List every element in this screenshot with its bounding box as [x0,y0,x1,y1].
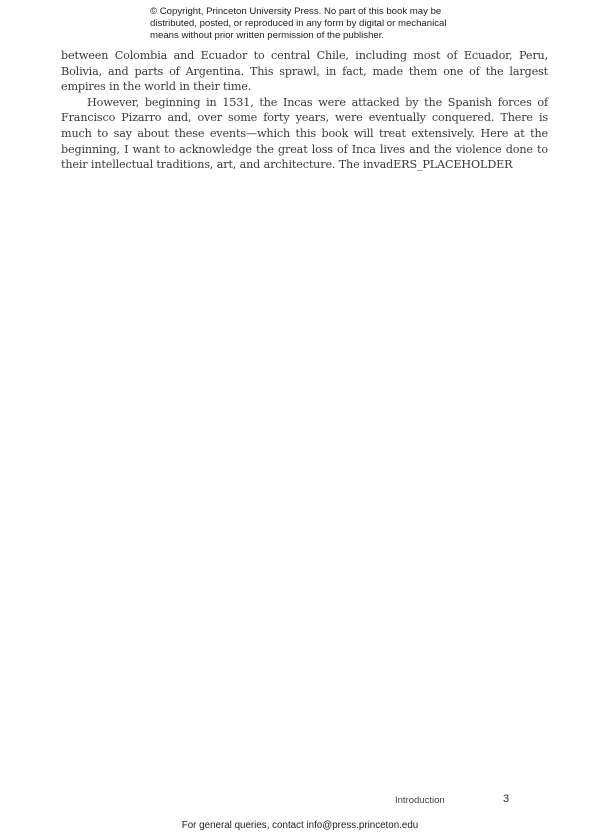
page-number: 3 [503,793,510,805]
copyright-line: distributed, posted, or reproduced in any form by digital or mechanical [150,18,447,29]
body-text [61,48,548,173]
copyright-line: means without prior written permission of the publisher. [150,30,385,41]
copyright-notice [150,6,450,42]
copyright-line: © Copyright, Princeton University Press. No part of this book may be [150,6,442,17]
contact-line: For general queries, contact info@press.princeton.edu [181,820,419,831]
running-foot: Introduction [395,795,445,806]
paragraph-2: However, beginning in 1531, the Incas were attacked by the Spanish forces of Francisco Pizarro and, over some forty years, were eventually conquered. There is much to say about these events—which this book will treat extensively. Here at the beginning, I want to acknowledge the great loss of Inca lives and the violence done to their intellectual traditions, art, and architecture. The invadERS_PLACEHOLDER [61,95,548,172]
paragraph-1: between Colombia and Ecuador to central Chile, including most of Ecuador, Peru, Bolivia, and parts of Argentina. This sprawl, in fact, made them one of the largest empires in the world in their time. [61,49,548,94]
